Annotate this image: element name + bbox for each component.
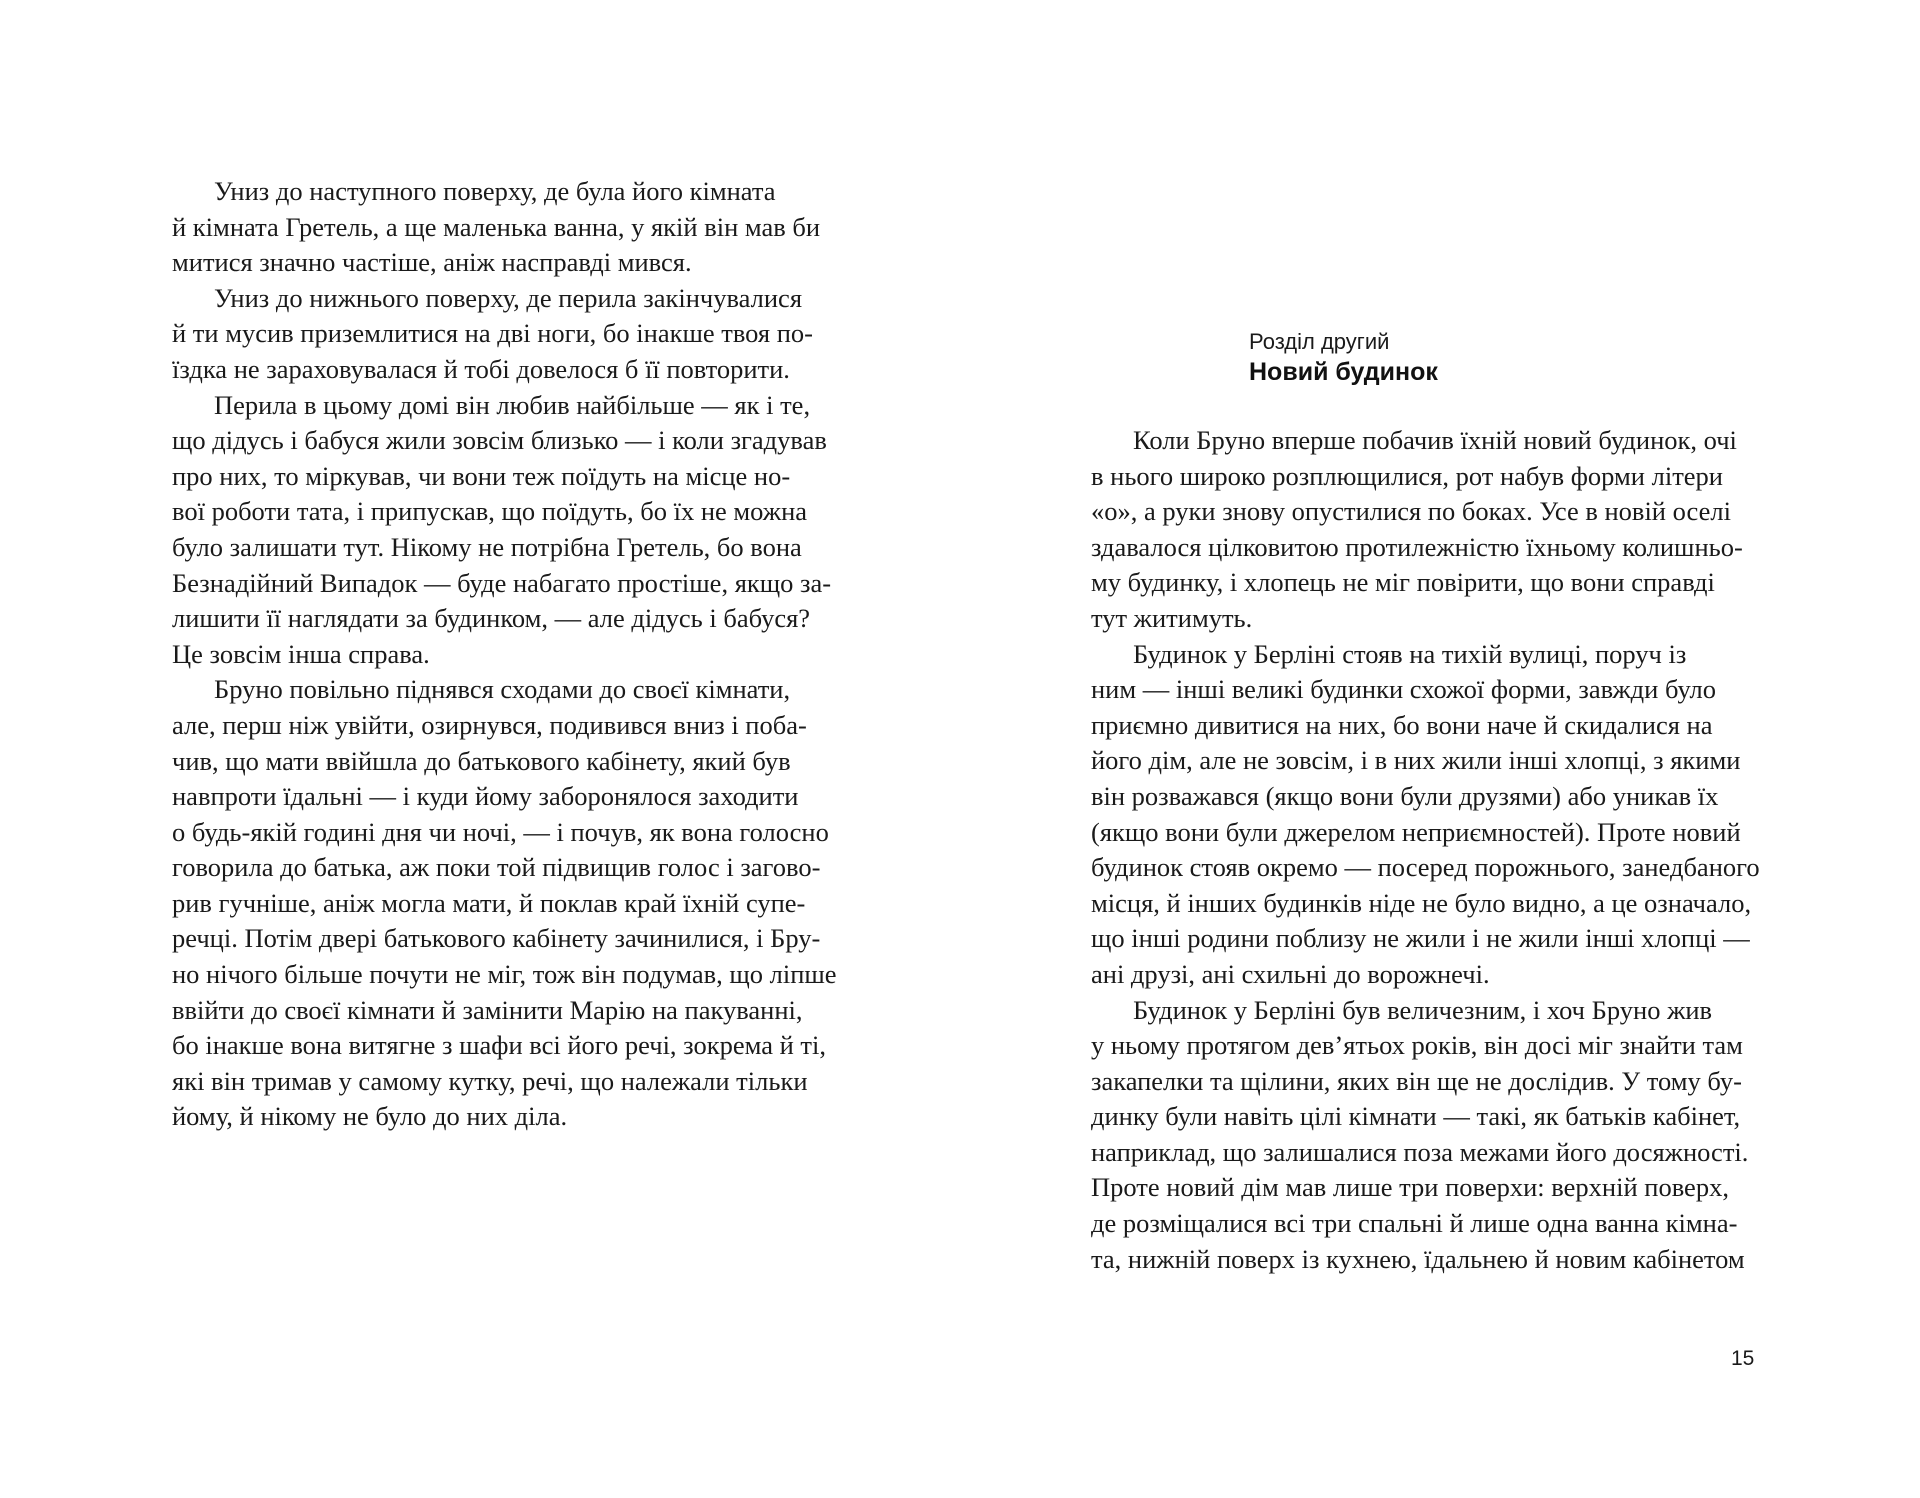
text-line: але, перш ніж увійти, озирнувся, подивився вниз і поба- [172, 709, 807, 740]
text-line: про них, то міркував, чи вони теж поїдуть на місце но- [172, 460, 791, 491]
text-line: навпроти їдальні — і куди йому заборонялося заходити [172, 781, 799, 812]
chapter-label: Розділ другий [1249, 329, 1390, 354]
text-line: Проте новий дім мав лише три поверхи: верхній поверх, [1091, 1172, 1729, 1203]
text-line: Безнадійний Випадок — буде набагато простіше, якщо за- [172, 567, 832, 598]
left-page-text [172, 174, 842, 1135]
text-line: бо інакше вона витягне з шафи всі його речі, зокрема й ті, [172, 1030, 826, 1061]
text-line: о будь-якій годині дня чи ночі, — і почув, як вона голосно [172, 816, 829, 847]
text-line: наприклад, що залишалися поза межами його досяжності. [1091, 1136, 1749, 1167]
text-line: в нього широко розплющилися, рот набув форми літери [1091, 460, 1723, 491]
right-page-text [1091, 423, 1760, 1277]
text-line: та, нижній поверх із кухнею, їдальнею й новим кабінетом [1091, 1243, 1745, 1274]
text-line: ним — інші великі будинки схожої форми, завжди було [1091, 674, 1717, 705]
text-line: лишити її наглядати за будинком, — але дідусь і бабуся? [172, 603, 811, 634]
text-line: тут житимуть. [1091, 602, 1253, 633]
text-line: митися значно частіше, аніж насправді мився. [172, 247, 692, 278]
text-line: він розважався (якщо вони були друзями) або уникав їх [1091, 780, 1719, 811]
text-line: Перила в цьому домі він любив найбільше — як і те, [214, 389, 811, 420]
text-line: динку були навіть цілі кімнати — такі, як батьків кабінет, [1091, 1101, 1741, 1132]
text-line: вої роботи тата, і припускав, що поїдуть, бо їх не можна [172, 496, 808, 527]
text-line: будинок стояв окремо — посеред порожнього, занедбаного [1091, 852, 1760, 883]
text-line: було залишати тут. Нікому не потрібна Гретель, бо вона [172, 531, 802, 562]
text-line: ані друзі, ані схильні до ворожнечі. [1091, 958, 1490, 989]
text-line: його дім, але не зовсім, і в них жили інші хлопці, з якими [1091, 745, 1741, 776]
page-number: 15 [1731, 1347, 1755, 1370]
text-line: Це зовсім інша справа. [172, 638, 430, 669]
text-line: у ньому протягом дев’ятьох років, він досі міг знайти там [1091, 1030, 1743, 1061]
text-line: рив гучніше, аніж могла мати, й поклав край їхній супе- [172, 887, 806, 918]
text-line: здавалося цілковитою протилежністю їхньому колишньо- [1091, 531, 1743, 562]
text-line: які він тримав у самому кутку, речі, що належали тільки [172, 1065, 808, 1096]
text-line: Униз до наступного поверху, де була його кімната [214, 176, 776, 206]
text-line: й кімната Гретель, а ще маленька ванна, у якій він мав би [172, 211, 821, 242]
text-line: закапелки та щілини, яких він ще не дослідив. У тому бу- [1091, 1065, 1742, 1096]
text-line: що дідусь і бабуся жили зовсім близько — і коли згадував [172, 425, 827, 456]
text-line: Бруно повільно піднявся сходами до своєї кімнати, [214, 674, 791, 705]
text-line: Униз до нижнього поверху, де перила закінчувалися [214, 282, 803, 313]
text-line: чив, що мати ввійшла до батькового кабінету, який був [172, 745, 791, 776]
text-line: де розміщалися всі три спальні й лише одна ванна кімна- [1091, 1208, 1738, 1239]
text-line: (якщо вони були джерелом неприємностей). Проте новий [1091, 816, 1741, 847]
text-line: му будинку, і хлопець не міг повірити, що вони справді [1091, 567, 1715, 598]
text-line: «о», а руки знову опустилися по боках. Усе в новій оселі [1091, 496, 1731, 527]
chapter-title: Новий будинок [1249, 358, 1438, 386]
text-line: йому, й нікому не було до них діла. [172, 1101, 568, 1132]
text-line: речці. Потім двері батькового кабінету зачинилися, і Бру- [172, 923, 821, 954]
text-line: приємно дивитися на них, бо вони наче й скидалися на [1091, 709, 1713, 740]
text-line: ввійти до своєї кімнати й замінити Марію на пакуванні, [172, 994, 803, 1025]
text-line: місця, й інших будинків ніде не було видно, а це означало, [1091, 887, 1752, 918]
text-line: їздка не зараховувалася й тобі довелося б її повторити. [172, 353, 790, 384]
text-line: Коли Бруно вперше побачив їхній новий будинок, очі [1133, 425, 1737, 455]
text-line: Будинок у Берліні був величезним, і хоч Бруно жив [1133, 994, 1713, 1025]
text-line: й ти мусив приземлитися на дві ноги, бо інакше твоя по- [172, 318, 813, 349]
text-line: що інші родини поблизу не жили і не жили інші хлопці — [1091, 923, 1750, 954]
text-line: Будинок у Берліні стояв на тихій вулиці, поруч із [1133, 638, 1687, 669]
text-line: говорила до батька, аж поки той підвищив голос і загово- [172, 852, 821, 883]
text-line: но нічого більше почути не міг, тож він подумав, що ліпше [172, 959, 837, 990]
left-page [172, 174, 842, 1135]
